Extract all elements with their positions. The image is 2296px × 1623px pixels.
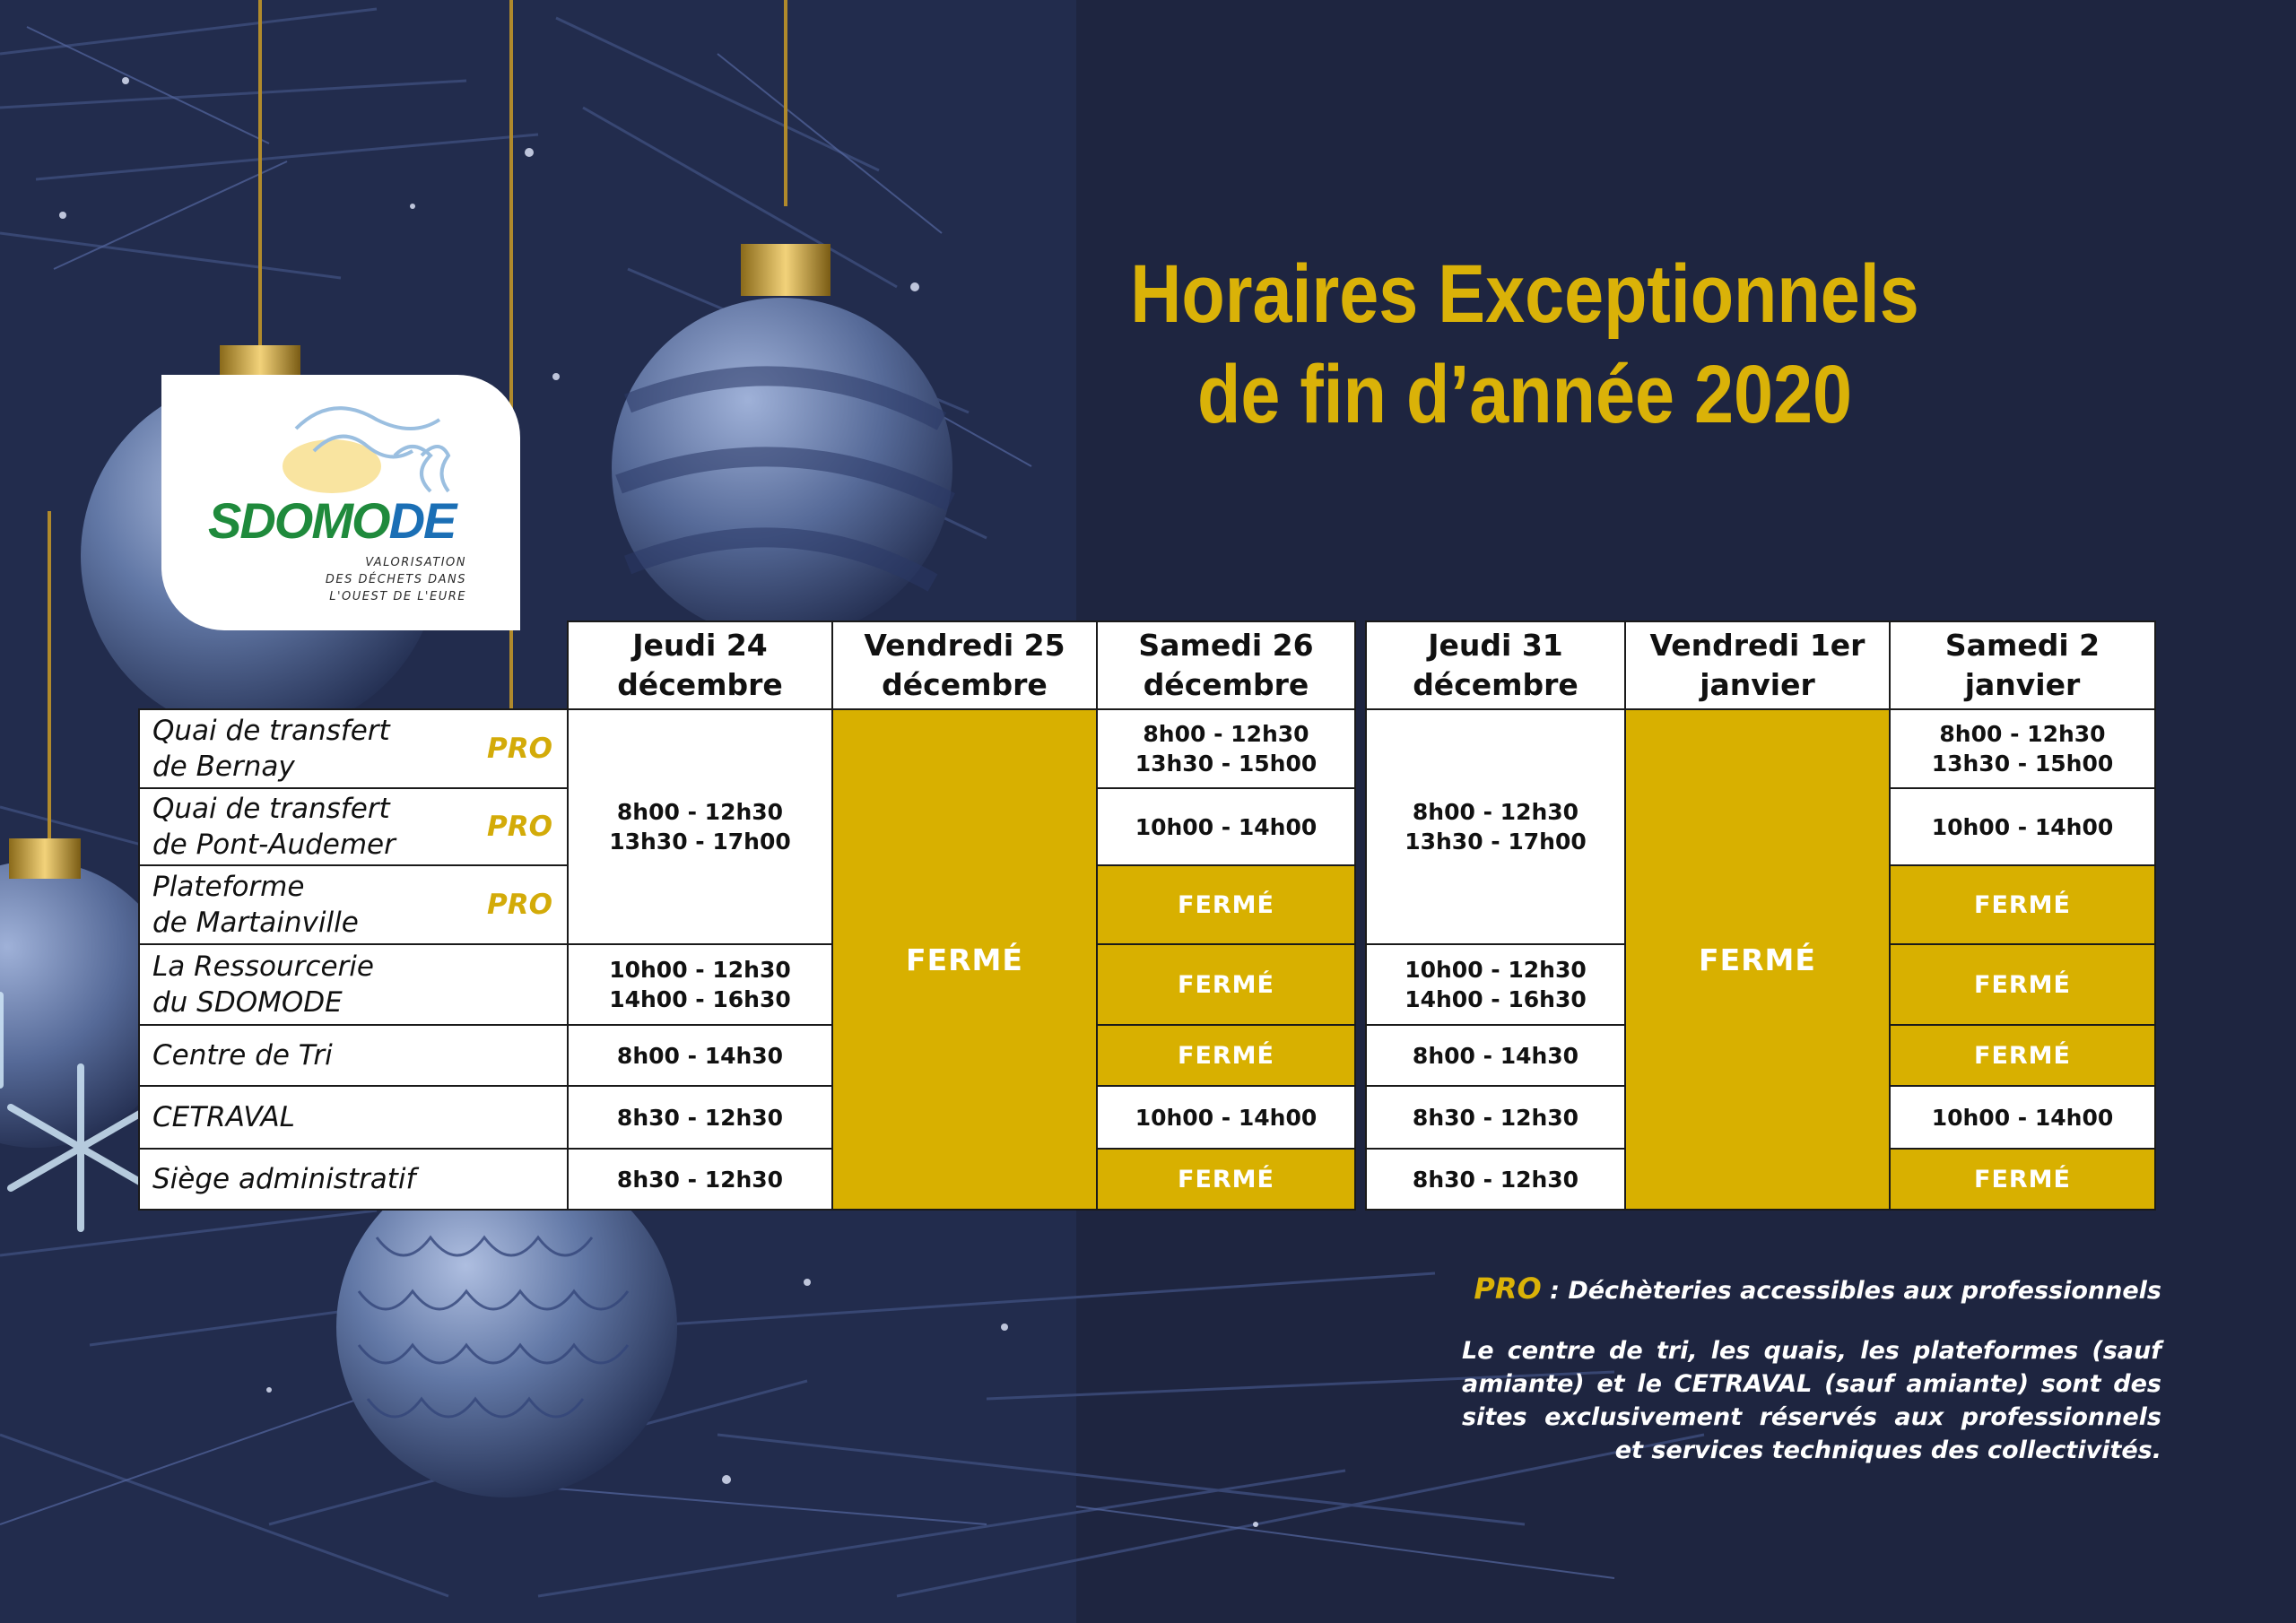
row-label-bernay: Quai de transfert de Bernay PRO <box>138 708 569 789</box>
page-title <box>1100 244 1949 445</box>
title-line-1: Horaires Exceptionnels <box>1130 248 1919 340</box>
cell-vendredi25-ferme: FERMÉ <box>831 708 1098 1211</box>
cell-vendredi1er-ferme: FERMÉ <box>1624 708 1891 1211</box>
cell-samedi26-cetraval: 10h00 - 14h00 <box>1096 1085 1356 1150</box>
cell-samedi2-ressourcerie: FERMÉ <box>1889 943 2156 1026</box>
cell-jeudi24-tri: 8h00 - 14h30 <box>567 1024 833 1087</box>
cell-jeudi24-siege: 8h30 - 12h30 <box>567 1148 833 1211</box>
cell-samedi26-tri: FERMÉ <box>1096 1024 1356 1087</box>
cell-samedi2-martainville: FERMÉ <box>1889 864 2156 945</box>
pro-legend-text: : Déchèteries accessibles aux professionnels <box>1541 1277 2161 1305</box>
pro-badge: PRO <box>487 889 552 921</box>
cell-samedi2-bernay: 8h00 - 12h30 13h30 - 15h00 <box>1889 708 2156 789</box>
cell-samedi2-tri: FERMÉ <box>1889 1024 2156 1087</box>
row-label-martainville: Plateforme de Martainville PRO <box>138 864 569 945</box>
cell-samedi26-siege: FERMÉ <box>1096 1148 1356 1211</box>
column-header: Jeudi 31 décembre <box>1365 621 1626 710</box>
legend <box>1462 1269 2161 1467</box>
cell-samedi26-bernay: 8h00 - 12h30 13h30 - 15h00 <box>1096 708 1356 789</box>
cell-samedi2-pont-audemer: 10h00 - 14h00 <box>1889 787 2156 866</box>
row-label-centre-de-tri: Centre de Tri <box>138 1024 569 1087</box>
column-header: Jeudi 24 décembre <box>567 621 833 710</box>
cell-jeudi31-siege: 8h30 - 12h30 <box>1365 1148 1626 1211</box>
cell-samedi2-siege: FERMÉ <box>1889 1148 2156 1211</box>
pro-legend-label: PRO <box>1474 1271 1542 1306</box>
cell-samedi26-pont-audemer: 10h00 - 14h00 <box>1096 787 1356 866</box>
cell-jeudi24-quais: 8h00 - 12h30 13h30 - 17h00 <box>567 708 833 945</box>
sdomode-logo <box>161 375 520 630</box>
logo-tagline: VALORISATION DES DÉCHETS DANS L'OUEST DE L'EURE <box>325 556 466 603</box>
pro-badge: PRO <box>487 811 552 843</box>
cell-samedi26-martainville: FERMÉ <box>1096 864 1356 945</box>
row-label-cetraval: CETRAVAL <box>138 1085 569 1150</box>
cell-jeudi31-tri: 8h00 - 14h30 <box>1365 1024 1626 1087</box>
cell-samedi2-cetraval: 10h00 - 14h00 <box>1889 1085 2156 1150</box>
column-header: Samedi 26 décembre <box>1096 621 1356 710</box>
logo-swirl-icon <box>278 393 457 500</box>
cell-jeudi24-ressourcerie: 10h00 - 12h30 14h00 - 16h30 <box>567 943 833 1026</box>
pro-legend <box>1462 1269 2161 1311</box>
cell-jeudi31-cetraval: 8h30 - 12h30 <box>1365 1085 1626 1150</box>
legend-note: Le centre de tri, les quais, les plateformes (sauf amiante) et le CETRAVAL (sauf amiante) sont des sites exclusivement réservés aux professionnels et services techniques des collectivités. <box>1462 1337 2161 1464</box>
pro-badge: PRO <box>487 733 552 765</box>
logo-wordmark: SDOMODE <box>208 492 456 549</box>
cell-jeudi31-quais: 8h00 - 12h30 13h30 - 17h00 <box>1365 708 1626 945</box>
cell-jeudi31-ressourcerie: 10h00 - 12h30 14h00 - 16h30 <box>1365 943 1626 1026</box>
cell-jeudi24-cetraval: 8h30 - 12h30 <box>567 1085 833 1150</box>
row-label-ressourcerie: La Ressourcerie du SDOMODE <box>138 943 569 1026</box>
column-header: Samedi 2 janvier <box>1889 621 2156 710</box>
row-label-siege: Siège administratif <box>138 1148 569 1211</box>
row-label-pont-audemer: Quai de transfert de Pont-Audemer PRO <box>138 787 569 866</box>
title-line-2: de fin d’année 2020 <box>1197 349 1852 440</box>
column-header: Vendredi 1er janvier <box>1624 621 1891 710</box>
column-header: Vendredi 25 décembre <box>831 621 1098 710</box>
cell-samedi26-ressourcerie: FERMÉ <box>1096 943 1356 1026</box>
